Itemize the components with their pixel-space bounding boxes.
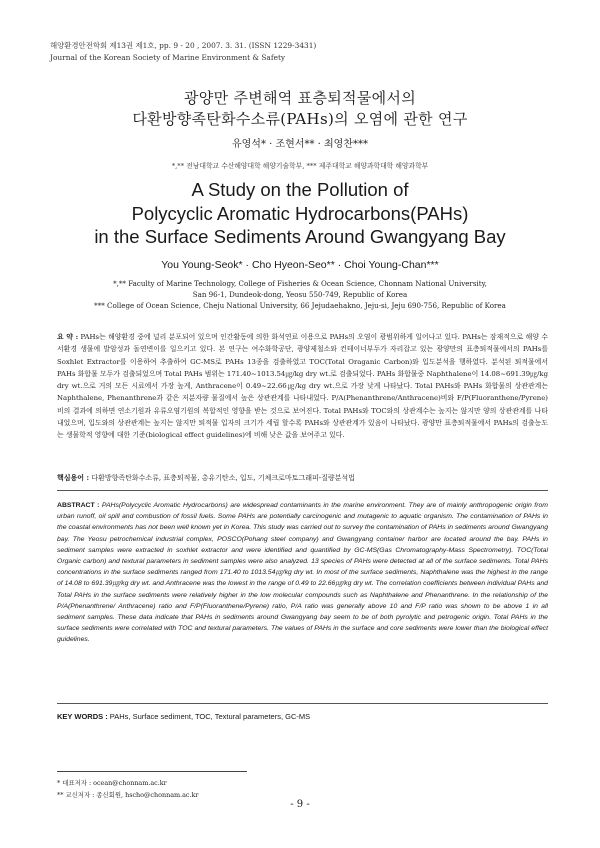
journal-name: Journal of the Korean Society of Marine Environment & Safety — [50, 53, 286, 62]
english-affiliation-line-1: *,** Faculty of Marine Technology, College of Fisheries & Ocean Science, Chonnam National University, — [113, 279, 487, 288]
page-number: - 9 - — [290, 799, 310, 810]
korean-abstract — [57, 331, 548, 442]
section-divider — [57, 490, 548, 491]
footnote-corresponding-author: * 대표저자 : ocean@chonnam.ac.kr — [57, 779, 167, 787]
korean-title — [0, 88, 600, 130]
english-title-line-3: in the Surface Sediments Around Gwangyang Bay — [94, 226, 506, 247]
korean-title-line-1: 광양만 주변해역 표층퇴적물에서의 — [184, 89, 416, 107]
english-abstract — [57, 500, 548, 646]
korean-keywords-text: 다환방향족탄화수소류, 표층퇴적물, 총유기탄소, 입도, 기체크로마토그래피-질량분석법 — [91, 474, 355, 482]
korean-abstract-label: 요 약 : — [57, 333, 79, 341]
korean-affiliation: *,** 전남대학교 수산해양대학 해양기술학부, *** 제주대학교 해양과학대학 해양과학부 — [171, 162, 429, 170]
english-title — [0, 178, 600, 249]
english-authors: You Young-Seok* · Cho Hyeon-Seo** · Choi Young-Chan*** — [161, 259, 439, 271]
english-keywords-text: PAHs, Surface sediment, TOC, Textural parameters, GC-MS — [109, 712, 311, 721]
english-title-line-1: A Study on the Pollution of — [191, 179, 409, 200]
english-affiliation-line-3: *** College of Ocean Science, Cheju National University, 66 Jejudaehakno, Jeju-si, Jeju 690-756, Republic of Korea — [94, 301, 506, 310]
journal-citation: 해양환경안전학회 제13권 제1호, pp. 9 - 20 , 2007. 3. 31. (ISSN 1229-3431) — [50, 41, 317, 50]
english-affiliation — [50, 278, 550, 311]
korean-title-line-2: 다환방향족탄화수소류(PAHs)의 오염에 관한 연구 — [132, 110, 468, 128]
english-affiliation-line-2: San 96-1, Dundeok-dong, Yeosu 550-749, Republic of Korea — [192, 290, 408, 299]
korean-abstract-text: PAHs는 해양환경 중에 널리 분포되어 있으며 인간활동에 의한 화석연료 이용으로 PAHs의 오염이 광범위하게 일어나고 있다. PAHs는 잠재적으로 해양 수서환경 생물에 발암성과 돌연변이를 일으키고 있다. 본 연구는 여수화학공단, 광양제철소와 컨테이너부두가 자리잡고 있는 광양만의 표층퇴적물에서의 PAHs를 Soxhlet Extractor를 이용하여 추출하여 GC-MS로 PAHs 13종을 검출하였고 TOC(Total Oraganic Carbon)와 입도분석을 행하였다. 분석된 퇴적물에서 PAHs 화합물 모두가 검출되었으며 Total PAHs 범위는 171.40~1013.54㎍/kg dry wt.로 검출되었다. PAHs 화합물중 Naphthalene이 14.08~691.39㎍/kg dry wt.으로 거의 모든 시료에서 가장 높게, Anthracene이 0.49~22.66㎍/kg dry wt.으로 가장 낮게 나타났다. Total PAHs와 PAHs 화합물의 상관관계는 Naphthalene, Phenanthrene과 같은 저분자량 물질에서 높은 상관관계를 나타내었다. P/A(Phenanthrene/Anthracene)비와 F/P(Fluoranthene/Pyrene)비의 결과에 의하면 연소기원과 유류오염기원의 복합적인 영향을 받는 것으로 보여진다. Total PAHs와 TOC와의 상관계수는 높지는 않지만 양의 상관관계를 나타내었으며, 입도와의 상관관계는 높지는 않지만 퇴적물 입자의 크기가 세립 할수록 PAHs와 상관관계가 있음이 나타났다. 광양만 표층퇴적물에서 PAHs의 검출농도는 생물학적 영향에 대한 기준(biological effect guidelines)에 비해 낮은 값을 보여주고 있다. — [57, 333, 548, 440]
footnotes — [57, 778, 198, 801]
section-divider — [57, 703, 548, 704]
english-keywords-label: KEY WORDS : — [57, 712, 108, 721]
journal-header — [50, 40, 316, 64]
footnote-divider — [57, 771, 247, 772]
korean-keywords-label: 핵심용어 : — [57, 473, 90, 482]
english-title-line-2: Polycyclic Aromatic Hydrocarbons(PAHs) — [131, 202, 469, 224]
english-abstract-text: PAHs(Polycyclic Aromatic Hydrocarbons) are widespread contaminants in the marine environment. They are of mainly anthropogenic origin from urban runoff, oil spill and combustion of fossil fuels. Some PAHs are potentially carcinogenic and mutagenic to aquatic organism. The contamination of PAHs in the coastal environments has not been well known yet in Korea. This study was carried out to survey the contamination of PAHs in sediments around Gwangyang bay. The Yeosu petrochemical industrial complex, POSCO(Pohang steel company) and Gwangyang container harbor are located around the bay. PAHs in sediment samples were extracted in soxhlet extractor and were identified and quantified by GC-MS(Gas Chromatography-Mass Spectrometry). TOC(Total Organic carbon) and textural parameters in sediment samples were also analyzed. 13 species of PAHs were detected at all of the surface sediments. Total PAHs concentrations in the surface sediments ranged from 171.40 to 1013.54㎍/kg dry wt. In most of the surface sediments, Naphthalene was the highest in the range of 14.08 to 691.39㎍/kg dry wt. and Anthracene was the lowest in the range of 0.49 to 22.66㎍/kg dry wt. The correlation coefficients between individual PAHs and Total PAHs in the surface sediments were relatively higher in the low molecular compounds such as Naphthalene and Phenanthrene. In the relationship of the P/A(Phenanthrene/ Anthracene) ratio and F/P(Fluoranthene/Pyrene) ratio, P/A ratio was generally above 10 and F/P ratio was shown to be above 1 in all sediment samples. These data indicate that PAHs in sediments around Gwangyang bay seem to be of both pyrolytic and petrogenic origin. Total PAHs in the surface sediments were correlated with TOC and textural parameters. The values of PAHs in the surface and core sediments were lower than the biological effect guidelines. — [57, 502, 548, 644]
english-abstract-label: ABSTRACT : — [57, 502, 100, 509]
korean-keywords — [57, 473, 548, 483]
korean-authors: 유영석* · 조현서** · 최영찬*** — [231, 139, 368, 150]
english-keywords — [57, 712, 548, 721]
footnote-correspondence: ** 교신저자 : 종신회원, hscho@chonnam.ac.kr — [57, 790, 199, 799]
